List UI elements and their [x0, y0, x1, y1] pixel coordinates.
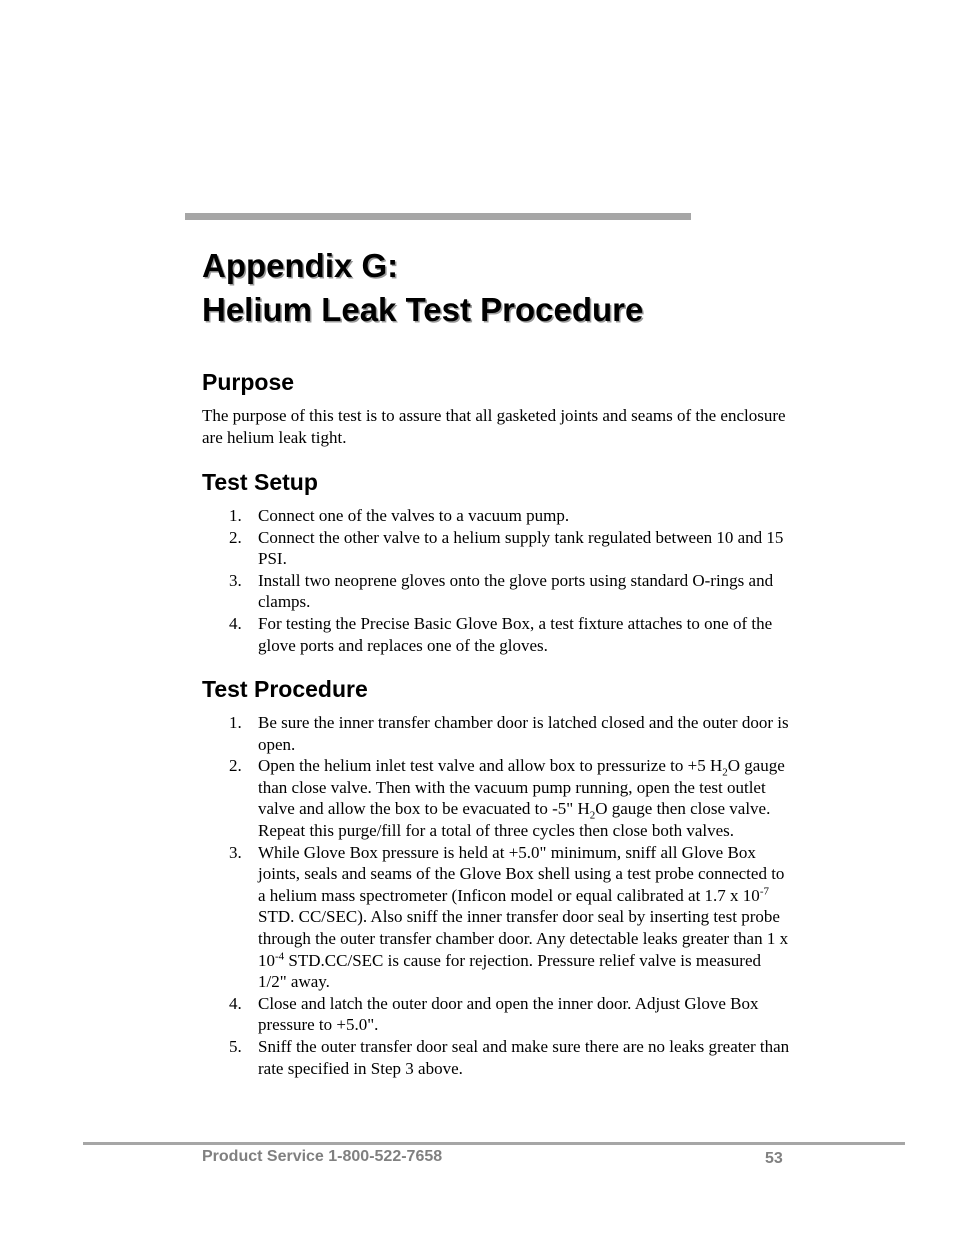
- test-procedure-heading: Test Procedure: [202, 676, 368, 702]
- list-item: 1. Be sure the inner transfer chamber door is latched closed and the outer door is open.: [229, 713, 789, 754]
- list-item: 5. Sniff the outer transfer door seal and make sure there are no leaks greater than rate specified in Step 3 above.: [229, 1036, 790, 1078]
- title-line-1: Appendix G:: [202, 247, 399, 284]
- footer-service-phone: Product Service 1-800-522-7658: [202, 1148, 443, 1165]
- footer-rule: [83, 1142, 905, 1145]
- list-item: 4. Close and latch the outer door and open the inner door. Adjust Glove Box pressure to +5.0".: [229, 993, 759, 1035]
- list-item: 4. For testing the Precise Basic Glove Box, a test fixture attaches to one of the glove ports and replaces one of the gloves.: [229, 613, 773, 655]
- title-rule: [185, 213, 691, 220]
- list-item: 1. Connect one of the valves to a vacuum pump.: [229, 506, 570, 525]
- list-item: 3. While Glove Box pressure is held at +5.0" minimum, sniff all Glove Box joints, seals and seams of the Glove Box shell using a test probe connected to a helium mass spectrometer (Inficon model or equal calibrated at 1.7 x $10^{-7}$ STD. CC/SEC). Also sniff the inner transfer door seal by inserting test probe through the outer transfer chamber door. Any detectable leaks greater than 1 x $10^{-4}$ STD.CC/SEC is cause for rejection. Pressure relief valve is measured 1/2" away.: [229, 842, 789, 992]
- purpose-heading: Purpose: [202, 369, 295, 395]
- test-setup-list: [202, 505, 792, 656]
- list-item: 2. Connect the other valve to a helium supply tank regulated between 10 and 15 PSI.: [229, 527, 784, 569]
- test-setup-heading: Test Setup: [202, 469, 318, 495]
- test-procedure-list: [202, 712, 792, 1079]
- purpose-text: The purpose of this test is to assure that all gasketed joints and seams of the enclosure are helium leak tight.: [202, 406, 786, 447]
- page-number: 53: [765, 1150, 783, 1167]
- page-title: [202, 244, 643, 332]
- list-item: 3. Install two neoprene gloves onto the glove ports using standard O-rings and clamps.: [229, 570, 774, 612]
- list-item: 2. Open the helium inlet test valve and allow box to pressurize to +5 $H_2O$ gauge than close valve. Then with the vacuum pump running, open the test outlet valve and allow the box to be evacuated to -5" $H_2O$ gauge then close valve. Repeat this purge/fill for a total of three cycles then close both valves.: [229, 756, 785, 840]
- title-line-2: Helium Leak Test Procedure: [202, 291, 644, 328]
